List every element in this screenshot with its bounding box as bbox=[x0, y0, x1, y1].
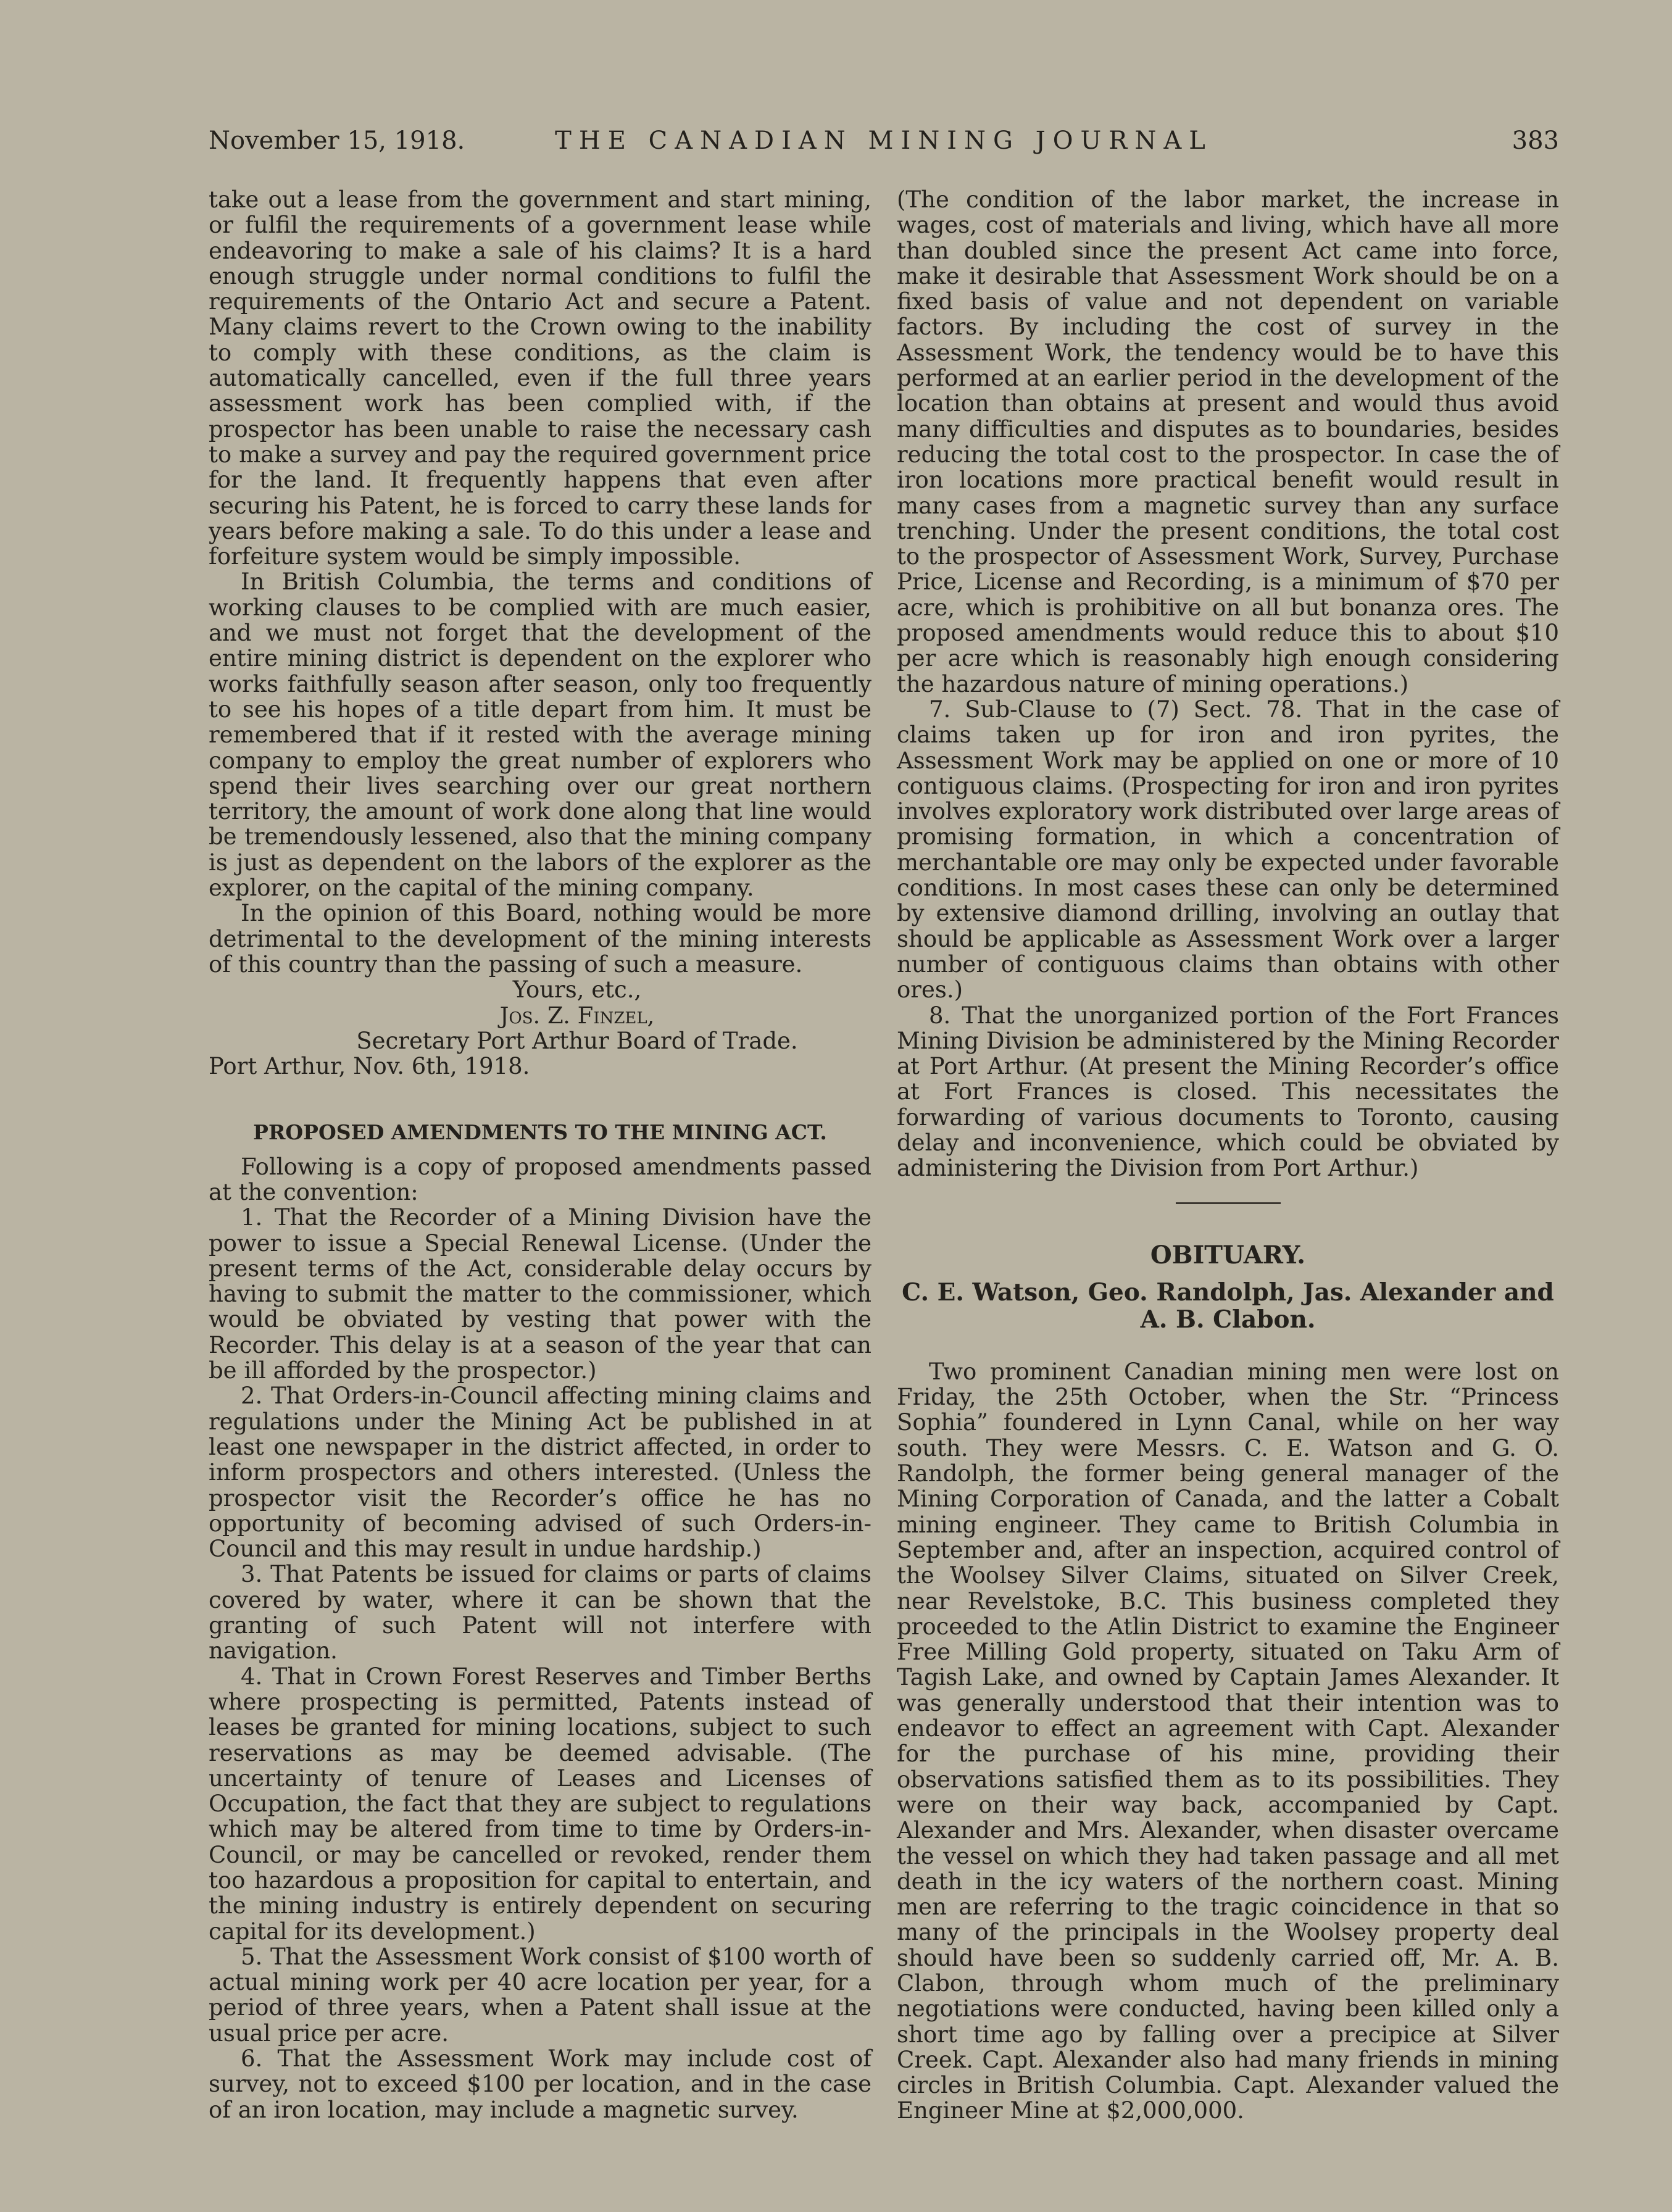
obituary-heading: OBITUARY. bbox=[1150, 1240, 1306, 1270]
paragraph-lease-argument: take out a lease from the government and start mining, or fulfil the requirements of a government lease while endeavoring to make a sale of his claims? It is a hard enough struggle under normal conditions to fulfil the requirements of the Ontario Act and secure a Patent. Many claims revert to the Crown owing to the inability to comply with these conditions, as the claim is automatically cancelled, even if the full three years assessment work has been complied with, if the prospector has been unable to raise the necessary cash to make a survey and pay the required government price for the land. It frequently happens that even after securing his Patent, he is forced to carry these lands for years before making a sale. To do this under a lease and forfeiture system would be simply impossible. bbox=[209, 186, 871, 570]
journal-title: THE CANADIAN MINING JOURNAL bbox=[555, 127, 1213, 155]
paragraph-british-columbia: In British Columbia, the terms and conditions of working clauses to be complied with are much easier, and we must not forget that the development of the entire mining district is dependent on the explorer who works faithfully season after season, only too frequently to see his hopes of a title depart from him. It must be remembered that if it rested with the average mining company to employ the great number of explorers who spend their lives searching over our great northern territory, the amount of work done along that line would be tremendously lessened, also that the mining company is just as dependent on the labors of the explorer as the explorer, on the capital of the mining company. bbox=[209, 568, 871, 902]
page-number: 383 bbox=[1512, 127, 1559, 155]
right-column bbox=[897, 187, 1559, 2124]
amendment-item-5: 5. That the Assessment Work consist of $100 worth of actual mining work per 40 acre location per year, for a period of three years, when a Patent shall issue at the usual price per acre. bbox=[209, 1943, 871, 2047]
paragraph-board-opinion: In the opinion of this Board, nothing would be more detrimental to the development of the mining interests of this country than the passing of such a measure. bbox=[209, 900, 871, 978]
amendment-item-6: 6. That the Assessment Work may include cost of survey, not to exceed $100 per location, and in the case of an iron location, may include a magnetic survey. bbox=[209, 2045, 871, 2123]
signature-title: Secretary Port Arthur Board of Trade. bbox=[356, 1027, 798, 1054]
signature-closing: Yours, etc., bbox=[512, 976, 642, 1004]
amendment-item-6-continued: (The condition of the labor market, the increase in wages, cost of materials and living, which have all more than doubled since the present Act came into force, make it desirable that Assessment Work should be on a fixed basis of value and not dependent on variable factors. By including the cost of survey in the Assessment Work, the tendency would be to have this performed at an earlier period in the development of the location than obtains at present and would thus avoid many difficulties and disputes as to boundaries, besides reducing the total cost to the prospector. In case the of iron locations more practical benefit would result in many cases from a magnetic survey than any surface trenching. Under the present conditions, the total cost to the prospector of Assessment Work, Survey, Purchase Price, License and Recording, is a minimum of $70 per acre, which is prohibitive on all but bonanza ores. The proposed amendments would reduce this to about $10 per acre which is reasonably high enough considering the hazardous nature of mining operations.) bbox=[897, 186, 1559, 697]
amendment-item-8: 8. That the unorganized portion of the Fort Frances Mining Division be administered by the Mining Recorder at Port Arthur. (At present the Mining Recorder’s office at Fort Frances is closed. This necessitates the forwarding of various documents to Toronto, causing delay and inconvenience, which could be obviated by administering the Division from Port Arthur.) bbox=[897, 1002, 1559, 1182]
amendments-intro: Following is a copy of proposed amendments passed at the convention: bbox=[209, 1153, 871, 1205]
section-divider bbox=[1176, 1202, 1281, 1204]
amendment-item-3: 3. That Patents be issued for claims or parts of claims covered by water, where it can be shown that the granting of such Patent will not interfere with navigation. bbox=[209, 1561, 871, 1665]
section-heading-amendments: PROPOSED AMENDMENTS TO THE MINING ACT. bbox=[253, 1120, 827, 1145]
obituary-text: Two prominent Canadian mining men were lost on Friday, the 25th October, when the Str. “Princess Sophia” foundered in Lynn Canal, while on her way south. They were Messrs. C. E. Watson and G. O. Randolph, the former being general manager of the Mining Corporation of Canada, and the latter a Cobalt mining engineer. They came to British Columbia in September and, after an inspection, acquired control of the Woolsey Silver Claims, situated on Silver Creek, near Revelstoke, B.C. This business completed they proceeded to the Atlin District to examine the Engineer Free Milling Gold property, situated on Taku Arm of Tagish Lake, and owned by Captain James Alexander. It was generally understood that their intention was to endeavor to effect an agreement with Capt. Alexander for the purchase of his mine, providing their observations satisfied them as to its possibilities. They were on their way back, accompanied by Capt. Alexander and Mrs. Alexander, when disaster overcame the vessel on which they had taken passage and all met death in the icy waters of the northern coast. Mining men are referring to the tragic coincidence in that so many of the principals in the Woolsey property deal should have been so suddenly carried off, Mr. A. B. Clabon, through whom much of the preliminary negotiations were conducted, having been killed only a short time ago by falling over a precipice at Silver Creek. Capt. Alexander also had many friends in mining circles in British Columbia. Capt. Alexander valued the Engineer Mine at $2,000,000. bbox=[897, 1358, 1559, 2124]
amendment-item-2: 2. That Orders-in-Council affecting mining claims and regulations under the Mining Act be published in at least one newspaper in the district affected, in order to inform prospectors and others interested. (Unless the prospector visit the Recorder’s office he has no opportunity of becoming advised of such Orders-in-Council and this may result in undue hardship.) bbox=[209, 1382, 871, 1563]
header-date: November 15, 1918. bbox=[209, 127, 465, 155]
obituary-subheading: C. E. Watson, Geo. Randolph, Jas. Alexander and A. B. Clabon. bbox=[902, 1278, 1554, 1334]
running-header bbox=[209, 122, 1559, 159]
amendment-item-4: 4. That in Crown Forest Reserves and Timber Berths where prospecting is permitted, Patents instead of leases be granted for mining locations, subject to such reservations as may be deemed advisable. (The uncertainty of tenure of Leases and Licenses of Occupation, the fact that they are subject to regulations which may be altered from time to time by Orders-in-Council, or may be cancelled or revoked, render them too hazardous a proposition for capital to entertain, and the mining industry is entirely dependent on securing capital for its development.) bbox=[209, 1663, 871, 1945]
left-column bbox=[209, 187, 871, 2123]
signature-name: Jos. Z. Finzel, bbox=[499, 1002, 655, 1029]
signature-place-date: Port Arthur, Nov. 6th, 1918. bbox=[209, 1053, 530, 1080]
amendment-item-7: 7. Sub-Clause to (7) Sect. 78. That in the case of claims taken up for iron and iron pyrites, the Assessment Work may be applied on one or more of 10 contiguous claims. (Prospecting for iron and iron pyrites involves exploratory work distributed over large areas of promising formation, in which a concentration of merchantable ore may only be expected under favorable conditions. In most cases these can only be determined by extensive diamond drilling, involving an outlay that should be applicable as Assessment Work over a larger number of contiguous claims than obtains with other ores.) bbox=[897, 696, 1559, 1004]
amendment-item-1: 1. That the Recorder of a Mining Division have the power to issue a Special Renewal License. (Under the present terms of the Act, considerable delay occurs by having to submit the matter to the commissioner, which would be obviated by vesting that power with the Recorder. This delay is at a season of the year that can be ill afforded by the prospector.) bbox=[209, 1204, 871, 1384]
